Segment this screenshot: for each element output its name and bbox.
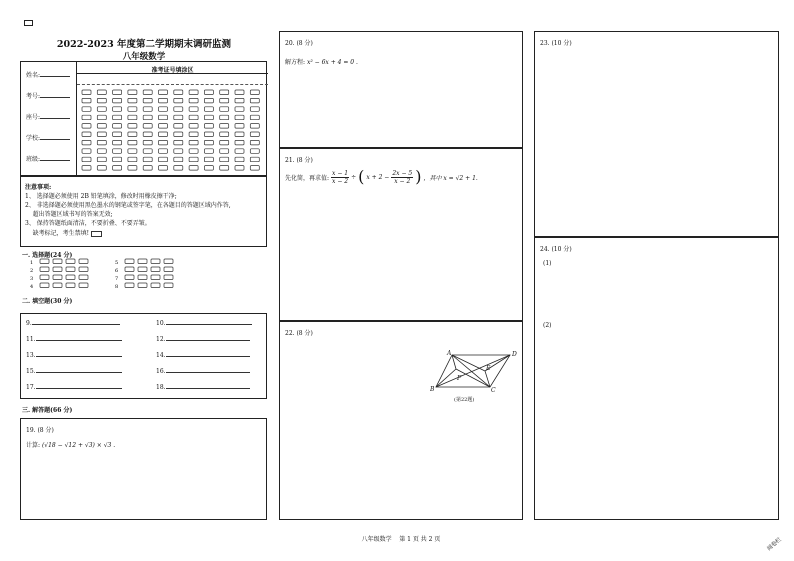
q24-answer-box[interactable] bbox=[534, 237, 779, 520]
choice-bubble[interactable] bbox=[164, 275, 173, 280]
exam-id-bubble[interactable] bbox=[97, 98, 106, 103]
point-d-label: D bbox=[512, 351, 517, 358]
exam-id-bubble[interactable] bbox=[250, 124, 259, 129]
exam-id-bubble[interactable] bbox=[189, 115, 198, 120]
q19-heading: 19. (8 分) bbox=[26, 427, 54, 434]
exam-id-bubble[interactable] bbox=[174, 124, 183, 129]
q21-answer-box[interactable] bbox=[279, 148, 523, 321]
exam-id-bubble[interactable] bbox=[82, 140, 91, 145]
choice-question-number: 8 bbox=[115, 284, 119, 290]
exam-id-bubble[interactable] bbox=[250, 157, 259, 162]
exam-id-bubble[interactable] bbox=[174, 107, 183, 112]
exam-id-bubble[interactable] bbox=[128, 140, 137, 145]
exam-id-bubble[interactable] bbox=[250, 132, 259, 137]
q21-heading: 21. (8 分) bbox=[285, 157, 313, 164]
exam-id-bubble[interactable] bbox=[220, 90, 229, 95]
choice-bubble[interactable] bbox=[40, 259, 49, 264]
exam-id-bubble[interactable] bbox=[204, 115, 213, 120]
exam-id-bubble[interactable] bbox=[82, 98, 91, 103]
choice-bubble[interactable] bbox=[40, 283, 49, 288]
grader-stamp: 阅卷栏 bbox=[766, 536, 783, 553]
choice-bubble[interactable] bbox=[138, 267, 147, 272]
exam-id-bubble[interactable] bbox=[143, 90, 152, 95]
q24-part-1: (1) bbox=[543, 260, 552, 267]
section2-title: 二. 填空题(30 分) bbox=[22, 298, 73, 305]
choice-bubble[interactable] bbox=[151, 267, 160, 272]
exam-id-bubble[interactable] bbox=[113, 98, 122, 103]
choice-bubble[interactable] bbox=[125, 275, 134, 280]
exam-id-bubble[interactable] bbox=[174, 115, 183, 120]
q20-heading: 20. (8 分) bbox=[285, 40, 313, 47]
point-c-label: C bbox=[491, 387, 496, 394]
choice-question-number: 2 bbox=[30, 268, 34, 274]
fill-blank-box bbox=[20, 313, 267, 399]
exam-id-bubble[interactable] bbox=[82, 166, 91, 171]
exam-id-bubble[interactable] bbox=[159, 98, 168, 103]
exam-id-bubble[interactable] bbox=[82, 107, 91, 112]
choice-bubble[interactable] bbox=[138, 283, 147, 288]
blank-17[interactable]: 17. bbox=[26, 384, 122, 391]
name-field: 姓名: bbox=[26, 70, 76, 91]
choice-bubble[interactable] bbox=[40, 267, 49, 272]
exam-id-bubble[interactable] bbox=[82, 132, 91, 137]
q23-answer-box[interactable] bbox=[534, 31, 779, 237]
q20-answer-box[interactable] bbox=[279, 31, 523, 148]
notes-heading: 注意事项: bbox=[25, 184, 52, 191]
exam-id-bubble[interactable] bbox=[143, 115, 152, 120]
blank-9[interactable]: 9. bbox=[26, 320, 120, 327]
choice-bubble[interactable] bbox=[151, 275, 160, 280]
exam-id-bubble[interactable] bbox=[235, 166, 244, 171]
notes-box bbox=[20, 176, 267, 247]
exam-id-bubble[interactable] bbox=[128, 157, 137, 162]
choice-bubble[interactable] bbox=[79, 267, 88, 272]
exam-id-bubble[interactable] bbox=[235, 124, 244, 129]
choice-bubble[interactable] bbox=[66, 267, 75, 272]
q24-part-2: (2) bbox=[543, 322, 552, 329]
exam-id-bubble[interactable] bbox=[174, 157, 183, 162]
page-footer: 八年级数学 第 1 页 共 2 页 bbox=[361, 536, 441, 543]
exam-id-bubble[interactable] bbox=[235, 115, 244, 120]
choice-bubble[interactable] bbox=[40, 275, 49, 280]
choice-bubble[interactable] bbox=[138, 275, 147, 280]
exam-id-bubble[interactable] bbox=[97, 157, 106, 162]
student-info-box bbox=[20, 61, 267, 176]
exam-id-bubble[interactable] bbox=[204, 140, 213, 145]
exam-id-bubble[interactable] bbox=[220, 166, 229, 171]
page-subtitle: 八年级数学 bbox=[122, 52, 166, 62]
q19-problem: 计算: (√18 − √12 + √3) × √3 . bbox=[26, 442, 116, 449]
choice-question-number: 6 bbox=[115, 268, 119, 274]
exam-id-bubble[interactable] bbox=[143, 140, 152, 145]
exam-id-bubble[interactable] bbox=[189, 98, 198, 103]
q21-fraction-2: $\frac{2x - 5}{x - 2}$ bbox=[392, 169, 413, 185]
page-title: 2022-2023 年度第二学期期末调研监测 bbox=[56, 39, 232, 50]
exam-id-bubble[interactable] bbox=[143, 166, 152, 171]
choice-bubble[interactable] bbox=[53, 283, 62, 288]
exam-id-bubble[interactable] bbox=[250, 90, 259, 95]
exam-id-bubble[interactable] bbox=[113, 132, 122, 137]
exam-id-bubble[interactable] bbox=[220, 132, 229, 137]
exam-id-bubble[interactable] bbox=[113, 115, 122, 120]
choice-bubble[interactable] bbox=[125, 267, 134, 272]
point-e-label: E bbox=[486, 365, 491, 372]
exam-id-bubble[interactable] bbox=[250, 149, 259, 154]
exam-id-bubble[interactable] bbox=[143, 98, 152, 103]
exam-id-bubble[interactable] bbox=[220, 98, 229, 103]
exam-id-bubble[interactable] bbox=[159, 107, 168, 112]
blank-18[interactable]: 18. bbox=[156, 384, 250, 391]
choice-bubble[interactable] bbox=[151, 283, 160, 288]
section1-title: 一. 选择题(24 分) bbox=[22, 252, 73, 259]
exam-id-bubble[interactable] bbox=[174, 98, 183, 103]
q22-parallelogram-figure bbox=[430, 347, 520, 427]
exam-id-bubble[interactable] bbox=[128, 90, 137, 95]
exam-id-bubble[interactable] bbox=[220, 140, 229, 145]
exam-id-bubble[interactable] bbox=[220, 115, 229, 120]
blank-13[interactable]: 13. bbox=[26, 352, 122, 359]
choice-bubble[interactable] bbox=[164, 267, 173, 272]
seat-number-field: 座号: bbox=[26, 112, 76, 133]
section3-title: 三. 解答题(66 分) bbox=[22, 407, 73, 414]
point-a-label: A bbox=[447, 350, 452, 357]
exam-id-bubble[interactable] bbox=[128, 166, 137, 171]
choice-question-number: 7 bbox=[115, 276, 119, 282]
exam-id-bubble[interactable] bbox=[174, 149, 183, 154]
exam-id-bubble[interactable] bbox=[189, 149, 198, 154]
exam-id-bubble[interactable] bbox=[128, 107, 137, 112]
exam-id-bubble[interactable] bbox=[174, 90, 183, 95]
exam-id-bubble[interactable] bbox=[204, 90, 213, 95]
exam-id-bubble[interactable] bbox=[128, 115, 137, 120]
exam-id-bubble[interactable] bbox=[174, 140, 183, 145]
q22-answer-box[interactable] bbox=[279, 321, 523, 520]
exam-id-bubble[interactable] bbox=[159, 90, 168, 95]
exam-id-bubble[interactable] bbox=[128, 132, 137, 137]
exam-id-bubble[interactable] bbox=[159, 132, 168, 137]
exam-id-bubble[interactable] bbox=[220, 149, 229, 154]
exam-id-bubble[interactable] bbox=[220, 107, 229, 112]
exam-id-bubble[interactable] bbox=[113, 149, 122, 154]
exam-id-bubble[interactable] bbox=[113, 90, 122, 95]
exam-id-bubble[interactable] bbox=[250, 140, 259, 145]
exam-id-bubble[interactable] bbox=[189, 90, 198, 95]
note-5: 缺考标记，考生禁填! bbox=[25, 228, 102, 237]
blank-14[interactable]: 14. bbox=[156, 352, 250, 359]
exam-id-bubble[interactable] bbox=[250, 166, 259, 171]
exam-id-bubble[interactable] bbox=[97, 90, 106, 95]
corner-mark bbox=[24, 20, 33, 26]
note-1: 1、 选择题必须使用 2B 铅笔填涂，修改时用橡皮擦干净; bbox=[25, 193, 177, 200]
blank-11[interactable]: 11. bbox=[26, 336, 122, 343]
q24-heading: 24. (10 分) bbox=[540, 246, 572, 253]
exam-id-bubble[interactable] bbox=[189, 107, 198, 112]
exam-id-bubble[interactable] bbox=[250, 98, 259, 103]
choice-question-number: 1 bbox=[30, 260, 34, 266]
exam-id-bubble[interactable] bbox=[143, 149, 152, 154]
q21-fraction-1: $\frac{x - 1}{x - 2}$ bbox=[332, 169, 349, 185]
note-4: 3、 保持答题纸面清洁，不要折叠、不要弄皱。 bbox=[25, 220, 151, 227]
note-2: 2、 非选择题必须使用黑色墨水的钢笔或签字笔，在各题目的答题区域内作答, bbox=[25, 202, 231, 209]
exam-id-bubble[interactable] bbox=[97, 124, 106, 129]
exam-id-bubble[interactable] bbox=[143, 157, 152, 162]
exam-id-bubble[interactable] bbox=[204, 107, 213, 112]
exam-id-bubble[interactable] bbox=[189, 132, 198, 137]
exam-id-bubble[interactable] bbox=[143, 107, 152, 112]
blank-10[interactable]: 10. bbox=[156, 320, 252, 327]
exam-id-bubble[interactable] bbox=[235, 98, 244, 103]
exam-number-field: 考号: bbox=[26, 91, 76, 112]
exam-id-bubble[interactable] bbox=[159, 140, 168, 145]
choice-question-number: 4 bbox=[30, 284, 34, 290]
choice-question-number: 3 bbox=[30, 276, 34, 282]
exam-id-bubble[interactable] bbox=[174, 132, 183, 137]
blank-15[interactable]: 15. bbox=[26, 368, 122, 375]
exam-id-bubble[interactable] bbox=[235, 107, 244, 112]
q21-problem: 先化简，再求值: $\frac{x - 1}{x - 2}$ ÷ ( x + 2 − $\frac{2x - 5}{x - 2}$ ) ，其中 x = √2 + 1. bbox=[285, 167, 478, 186]
absent-mark-bubble[interactable] bbox=[91, 231, 102, 237]
point-b-label: B bbox=[430, 386, 435, 393]
choice-bubble[interactable] bbox=[79, 283, 88, 288]
exam-id-bubble[interactable] bbox=[113, 124, 122, 129]
exam-id-bubble[interactable] bbox=[82, 149, 91, 154]
class-field: 班级: bbox=[26, 154, 76, 175]
exam-id-bubble[interactable] bbox=[204, 166, 213, 171]
exam-id-bubble[interactable] bbox=[204, 132, 213, 137]
exam-id-bubble[interactable] bbox=[250, 107, 259, 112]
exam-id-bubble[interactable] bbox=[97, 115, 106, 120]
exam-id-bubble[interactable] bbox=[113, 157, 122, 162]
choice-bubble[interactable] bbox=[79, 275, 88, 280]
exam-id-bubble[interactable] bbox=[97, 132, 106, 137]
exam-id-bubble[interactable] bbox=[128, 149, 137, 154]
choice-bubbles[interactable] bbox=[20, 256, 220, 292]
exam-id-bubble[interactable] bbox=[113, 166, 122, 171]
choice-bubble[interactable] bbox=[53, 259, 62, 264]
exam-id-bubble[interactable] bbox=[143, 124, 152, 129]
blank-12[interactable]: 12. bbox=[156, 336, 250, 343]
choice-bubble[interactable] bbox=[66, 283, 75, 288]
choice-bubble[interactable] bbox=[164, 259, 173, 264]
choice-bubble[interactable] bbox=[79, 259, 88, 264]
exam-id-grid[interactable] bbox=[76, 62, 268, 175]
exam-id-bubble[interactable] bbox=[82, 115, 91, 120]
exam-id-bubble[interactable] bbox=[97, 166, 106, 171]
q22-figure-caption: (第22题) bbox=[454, 397, 475, 403]
exam-id-bubble[interactable] bbox=[82, 124, 91, 129]
q23-heading: 23. (10 分) bbox=[540, 40, 572, 47]
exam-id-bubble[interactable] bbox=[235, 149, 244, 154]
exam-id-bubble[interactable] bbox=[143, 132, 152, 137]
exam-id-bubble[interactable] bbox=[235, 90, 244, 95]
exam-id-bubble[interactable] bbox=[97, 149, 106, 154]
exam-id-bubble[interactable] bbox=[235, 157, 244, 162]
choice-bubble[interactable] bbox=[125, 283, 134, 288]
exam-id-bubble[interactable] bbox=[159, 166, 168, 171]
exam-id-label: 准考证号填涂区 bbox=[151, 67, 194, 74]
exam-id-bubble[interactable] bbox=[159, 124, 168, 129]
exam-id-bubble[interactable] bbox=[220, 124, 229, 129]
exam-id-bubble[interactable] bbox=[82, 157, 91, 162]
exam-id-bubble[interactable] bbox=[174, 166, 183, 171]
student-fields bbox=[26, 70, 76, 175]
exam-id-bubble[interactable] bbox=[235, 132, 244, 137]
exam-id-bubble[interactable] bbox=[113, 107, 122, 112]
exam-id-bubble[interactable] bbox=[204, 124, 213, 129]
exam-id-bubble[interactable] bbox=[97, 140, 106, 145]
exam-id-bubble[interactable] bbox=[250, 115, 259, 120]
exam-id-bubble[interactable] bbox=[189, 166, 198, 171]
exam-id-bubble[interactable] bbox=[159, 115, 168, 120]
exam-id-bubble[interactable] bbox=[235, 140, 244, 145]
school-field: 学校: bbox=[26, 133, 76, 154]
exam-id-bubble[interactable] bbox=[189, 140, 198, 145]
exam-id-bubble[interactable] bbox=[189, 124, 198, 129]
choice-bubble[interactable] bbox=[53, 267, 62, 272]
exam-id-bubble[interactable] bbox=[113, 140, 122, 145]
exam-id-bubbles[interactable] bbox=[77, 62, 268, 175]
choice-question-number: 5 bbox=[115, 260, 119, 266]
choice-bubble[interactable] bbox=[138, 259, 147, 264]
exam-id-bubble[interactable] bbox=[204, 98, 213, 103]
q19-answer-box[interactable] bbox=[20, 418, 267, 520]
blank-16[interactable]: 16. bbox=[156, 368, 250, 375]
exam-id-bubble[interactable] bbox=[204, 157, 213, 162]
exam-id-bubble[interactable] bbox=[159, 157, 168, 162]
point-f-label: F bbox=[457, 375, 462, 382]
choice-bubble[interactable] bbox=[53, 275, 62, 280]
exam-id-bubble[interactable] bbox=[128, 124, 137, 129]
note-3: 超出答题区域书写的答案无效; bbox=[25, 211, 113, 218]
exam-id-bubble[interactable] bbox=[204, 149, 213, 154]
exam-id-bubble[interactable] bbox=[189, 157, 198, 162]
exam-id-bubble[interactable] bbox=[82, 90, 91, 95]
choice-bubble[interactable] bbox=[66, 259, 75, 264]
exam-id-bubble[interactable] bbox=[97, 107, 106, 112]
exam-id-bubble[interactable] bbox=[220, 157, 229, 162]
choice-bubble[interactable] bbox=[151, 259, 160, 264]
q20-problem: 解方程: x² − 6x + 4 = 0 . bbox=[285, 59, 358, 66]
choice-bubble[interactable] bbox=[66, 275, 75, 280]
choice-bubble[interactable] bbox=[164, 283, 173, 288]
exam-id-bubble[interactable] bbox=[159, 149, 168, 154]
exam-id-bubble[interactable] bbox=[128, 98, 137, 103]
q22-heading: 22. (8 分) bbox=[285, 330, 313, 337]
choice-bubble[interactable] bbox=[125, 259, 134, 264]
